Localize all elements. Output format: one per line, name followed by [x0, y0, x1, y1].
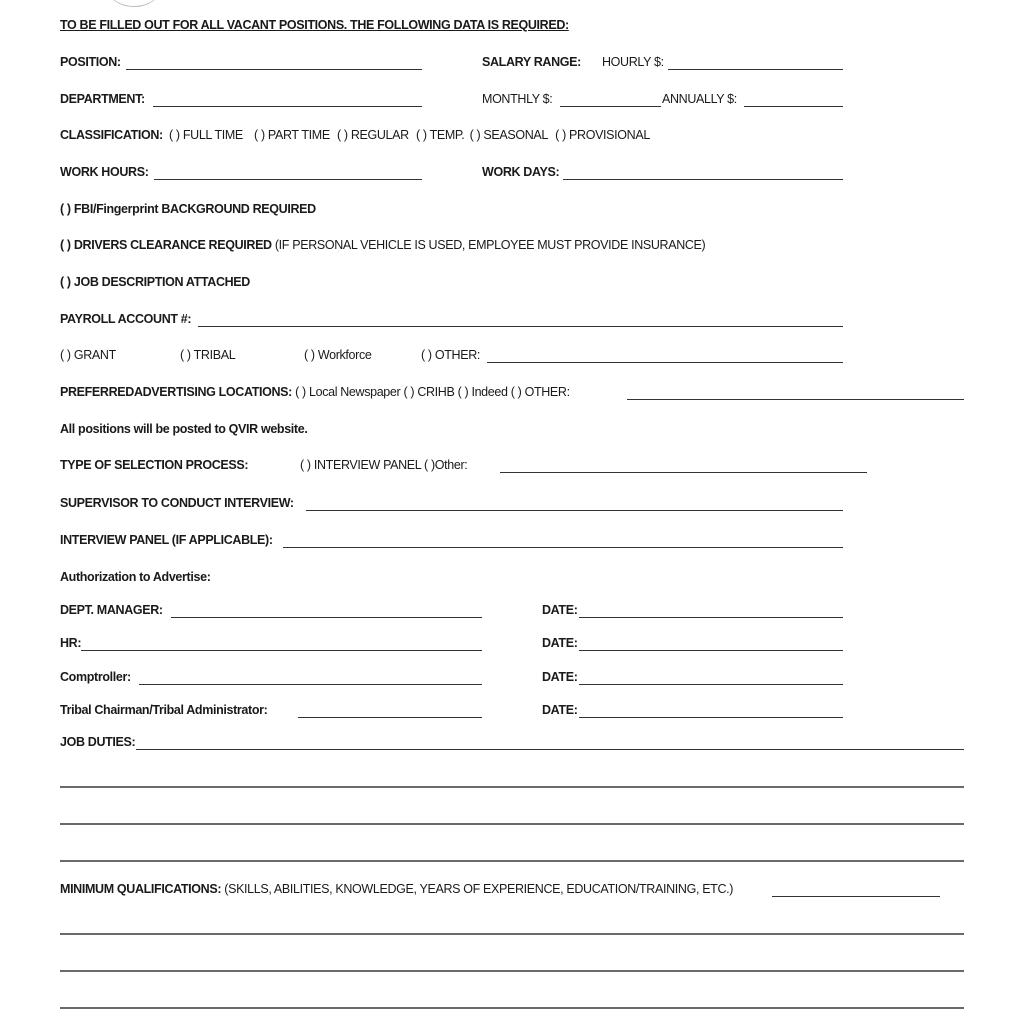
- date-label-3: DATE:: [542, 670, 578, 684]
- job-duties-field-1[interactable]: [136, 749, 964, 750]
- job-duties-field-4[interactable]: [60, 860, 964, 862]
- department-label: DEPARTMENT:: [60, 92, 145, 106]
- classification-label: CLASSIFICATION: [60, 128, 160, 142]
- department-field[interactable]: [153, 106, 422, 107]
- advertising-row: [60, 385, 570, 399]
- qvir-note: All positions will be posted to QVIR website.: [60, 422, 308, 436]
- advertising-other-field[interactable]: [627, 399, 964, 400]
- monthly-field[interactable]: [560, 106, 661, 107]
- advertising-options[interactable]: ( ) Local Newspaper ( ) CRIHB ( ) Indeed ( ) OTHER:: [292, 385, 570, 399]
- job-duties-field-3[interactable]: [60, 823, 964, 825]
- drivers-clearance-checkbox[interactable]: ( ) DRIVERS CLEARANCE REQUIRED: [60, 238, 272, 252]
- position-label: POSITION:: [60, 55, 121, 69]
- date-field-3[interactable]: [579, 684, 843, 685]
- annually-label: ANNUALLY $:: [662, 92, 737, 106]
- position-field[interactable]: [126, 69, 422, 70]
- interview-panel-field[interactable]: [283, 547, 843, 548]
- option-full-time[interactable]: ( ) FULL TIME: [168, 128, 243, 142]
- option-tribal[interactable]: ( ) TRIBAL: [180, 348, 236, 362]
- option-other-funding[interactable]: ( ) OTHER:: [421, 348, 480, 362]
- comptroller-label: Comptroller:: [60, 670, 131, 684]
- classification-row: [60, 128, 650, 142]
- option-workforce[interactable]: ( ) Workforce: [304, 348, 372, 362]
- option-provisional[interactable]: ( ) PROVISIONAL: [555, 128, 650, 142]
- payroll-field[interactable]: [198, 326, 843, 327]
- option-grant[interactable]: ( ) GRANT: [60, 348, 116, 362]
- selection-process-label: TYPE OF SELECTION PROCESS:: [60, 458, 249, 472]
- work-hours-field[interactable]: [154, 179, 422, 180]
- hr-field[interactable]: [81, 650, 482, 651]
- hr-label: HR:: [60, 636, 82, 650]
- job-duties-field-2[interactable]: [60, 786, 964, 788]
- date-label-2: DATE:: [542, 636, 578, 650]
- min-qualifications-field-3[interactable]: [60, 970, 964, 972]
- dept-manager-field[interactable]: [171, 617, 482, 618]
- option-regular[interactable]: ( ) REGULAR: [336, 128, 409, 142]
- hourly-label: HOURLY $:: [602, 55, 664, 69]
- supervisor-label: SUPERVISOR TO CONDUCT INTERVIEW:: [60, 496, 294, 510]
- fbi-checkbox[interactable]: ( ) FBI/Fingerprint BACKGROUND REQUIRED: [60, 202, 316, 216]
- work-hours-label: WORK HOURS:: [60, 165, 149, 179]
- min-qualifications-field-1[interactable]: [772, 896, 940, 897]
- min-qualifications-row: [60, 882, 733, 896]
- job-duties-label: JOB DUTIES:: [60, 735, 136, 749]
- min-qualifications-note: (SKILLS, ABILITIES, KNOWLEDGE, YEARS OF EXPERIENCE, EDUCATION/TRAINING, ETC.): [221, 882, 734, 896]
- option-temp[interactable]: ( ) TEMP.: [415, 128, 465, 142]
- date-label-4: DATE:: [542, 703, 578, 717]
- dept-manager-label: DEPT. MANAGER:: [60, 603, 163, 617]
- drivers-clearance-note: (IF PERSONAL VEHICLE IS USED, EMPLOYEE MUST PROVIDE INSURANCE): [271, 238, 706, 252]
- min-qualifications-field-4[interactable]: [60, 1007, 964, 1009]
- date-field-1[interactable]: [579, 617, 843, 618]
- work-days-label: WORK DAYS:: [482, 165, 560, 179]
- payroll-label: PAYROLL ACCOUNT #:: [60, 312, 192, 326]
- drivers-clearance-row: [60, 238, 705, 252]
- date-label-1: DATE:: [542, 603, 578, 617]
- comptroller-field[interactable]: [139, 684, 482, 685]
- date-field-4[interactable]: [579, 717, 843, 718]
- min-qualifications-label: MINIMUM QUALIFICATIONS:: [60, 882, 222, 896]
- form-instruction: TO BE FILLED OUT FOR ALL VACANT POSITIONS. THE FOLLOWING DATA IS REQUIRED:: [60, 18, 569, 32]
- salary-range-label: SALARY RANGE:: [482, 55, 581, 69]
- classification-colon: :: [159, 128, 163, 142]
- supervisor-field[interactable]: [306, 510, 843, 511]
- monthly-label: MONTHLY $:: [482, 92, 553, 106]
- annually-field[interactable]: [744, 106, 843, 107]
- job-description-checkbox[interactable]: ( ) JOB DESCRIPTION ATTACHED: [60, 275, 250, 289]
- option-part-time[interactable]: ( ) PART TIME: [254, 128, 330, 142]
- option-seasonal[interactable]: ( ) SEASONAL: [469, 128, 549, 142]
- interview-panel-label: INTERVIEW PANEL (IF APPLICABLE):: [60, 533, 273, 547]
- chairman-field[interactable]: [298, 717, 482, 718]
- date-field-2[interactable]: [579, 650, 843, 651]
- min-qualifications-field-2[interactable]: [60, 933, 964, 935]
- chairman-label: Tribal Chairman/Tribal Administrator:: [60, 703, 268, 717]
- hourly-field[interactable]: [668, 69, 843, 70]
- authorization-heading: Authorization to Advertise:: [60, 570, 211, 584]
- selection-options[interactable]: ( ) INTERVIEW PANEL ( )Other:: [300, 458, 468, 472]
- other-funding-field[interactable]: [487, 362, 843, 363]
- work-days-field[interactable]: [563, 179, 843, 180]
- selection-other-field[interactable]: [500, 472, 867, 473]
- advertising-label: PREFERREDADVERTISING LOCATIONS:: [60, 385, 292, 399]
- seal-logo-fragment: [105, 0, 163, 7]
